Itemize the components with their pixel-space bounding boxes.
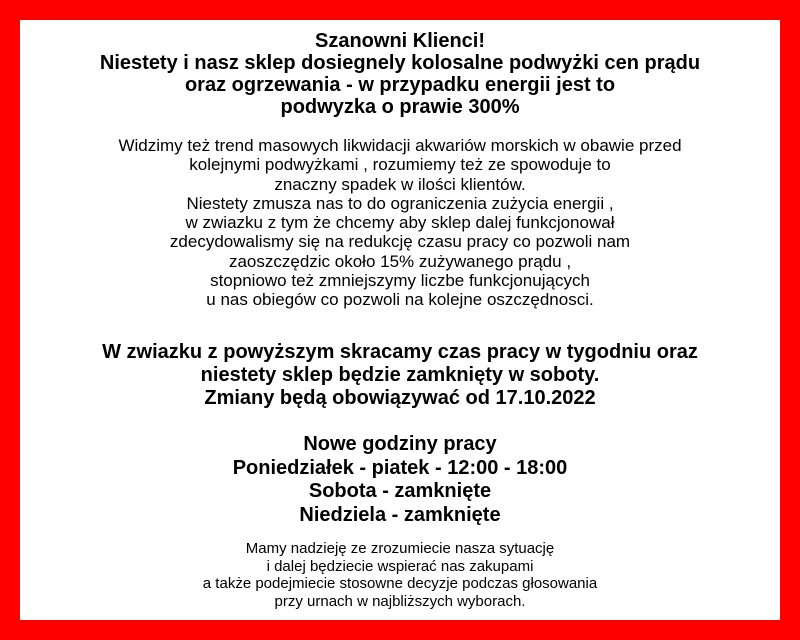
intro-line: kolejnymi podwyżkami , rozumiemy też ze spowoduje to [189,155,611,175]
closing-line: i dalej będziecie wspierać nas zakupami [266,557,534,575]
intro-line: zaoszczędzic około 15% zużywanego prądu , [228,251,572,271]
closing-line: przy urnach w najbliższych wyborach. [274,592,526,610]
notice-line: W zwiazku z powyższym skracamy czas pracy w tygodniu oraz [102,341,698,363]
intro-line: znaczny spadek w ilości klientów. [274,174,526,194]
hours-weekdays: Poniedziałek - piatek - 12:00 - 18:00 [232,456,568,479]
closing-line: Mamy nadzieję ze zrozumiecie nasza sytuację [245,540,555,557]
intro-line: zdecydowalismy się na redukcję czasu pracy co pozwoli nam [169,232,631,252]
heading-block [20,30,780,118]
heading-line: oraz ogrzewania - w przypadku energii jest to [184,74,616,96]
intro-paragraph [20,136,780,310]
notice-sheet [20,20,780,620]
intro-line: Widzimy też trend masowych likwidacji akwariów morskich w obawie przed [118,136,682,155]
hours-sunday: Niedziela - zamknięte [299,503,501,526]
closing-line: a także podejmiecie stosowne decyzje podczas głosowania [202,575,598,592]
intro-line: u nas obiegów co pozwoli na kolejne oszczędnosci. [206,290,594,310]
schedule-change-notice [20,341,780,410]
intro-line: stopniowo też zmniejszymy liczbe funkcjonujących [210,271,590,291]
opening-hours [20,433,780,527]
closing-paragraph [20,540,780,610]
effective-date: Zmiany będą obowiązywać od 17.10.2022 [204,387,596,409]
heading-line: Niestety i nasz sklep dosiegnely kolosalne podwyżki cen prądu [99,52,701,74]
notice-line: niestety sklep będzie zamknięty w soboty. [200,364,600,386]
hours-saturday: Sobota - zamknięte [308,480,492,502]
greeting: Szanowni Klienci! [314,30,486,52]
intro-line: Niestety zmusza nas to do ograniczenia zużycia energii , [186,193,614,213]
hours-title: Nowe godziny pracy [303,433,497,455]
heading-line: podwyzka o prawie 300% [280,96,520,118]
intro-line: w zwiazku z tym że chcemy aby sklep dalej funkcjonował [185,213,615,233]
